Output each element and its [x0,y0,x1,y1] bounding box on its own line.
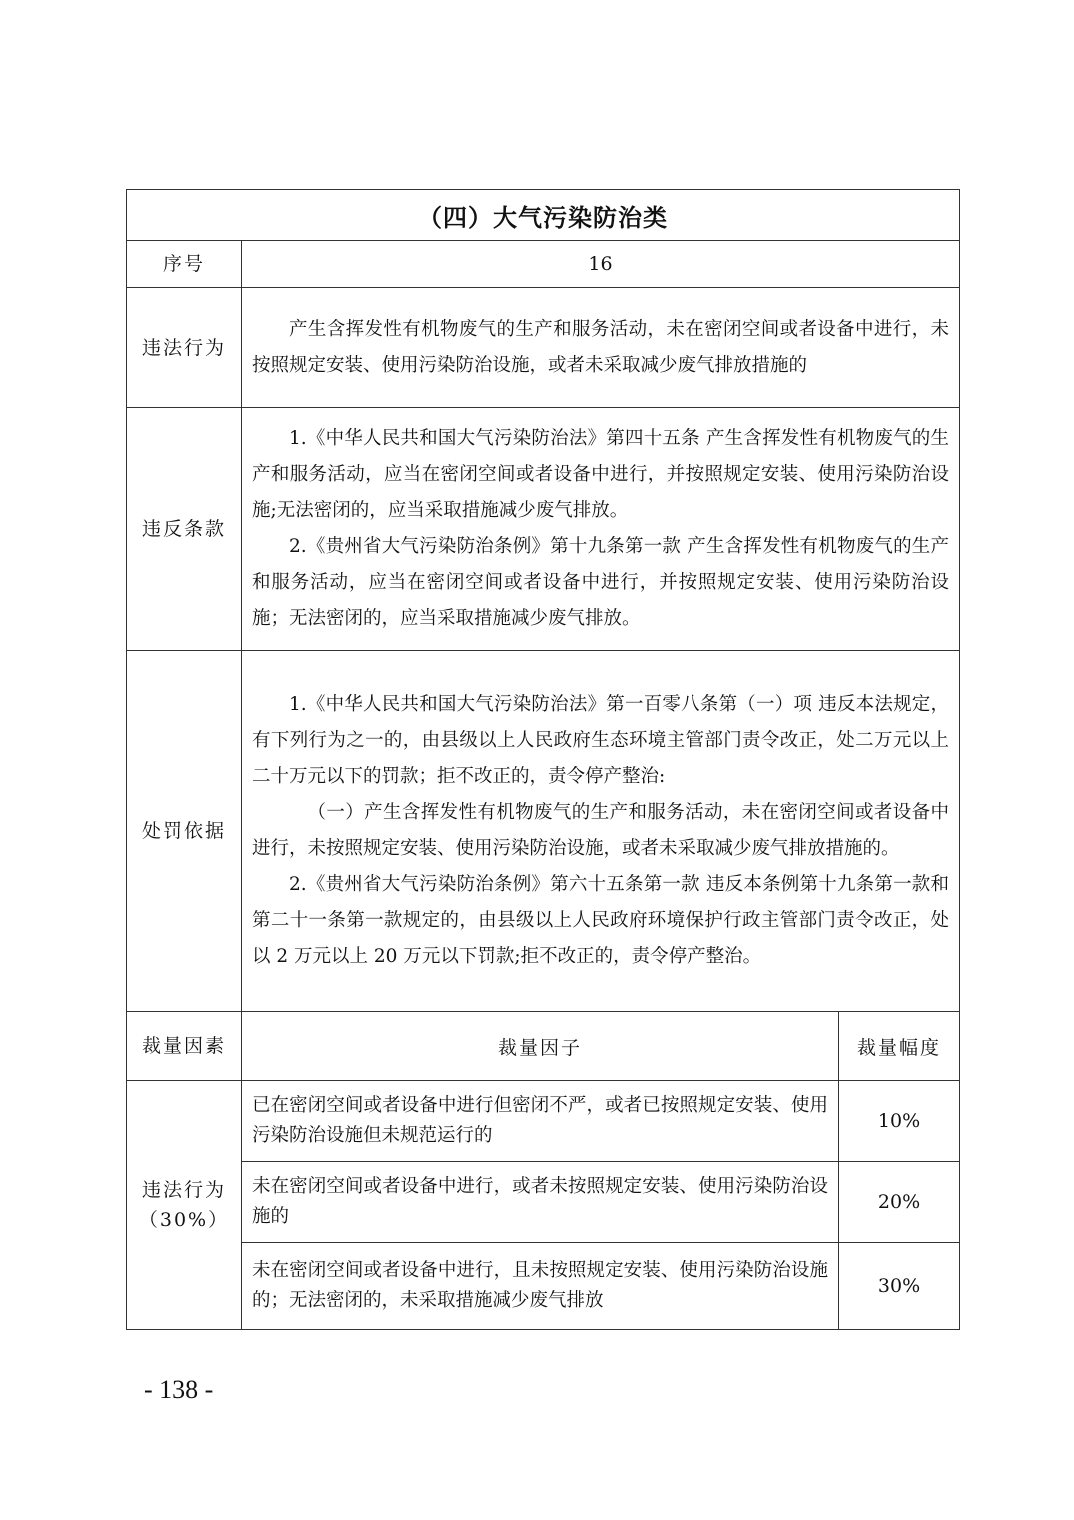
group-label-line1: 违法行为 [141,1179,226,1201]
table-title: （四）大气污染防治类 [127,190,960,241]
range-row-1: 10% [839,1081,960,1162]
violation-label: 违法行为 [127,288,242,408]
clauses-cell [242,408,960,651]
violation-text: 产生含挥发性有机物废气的生产和服务活动，未在密闭空间或者设备中进行，未按照规定安装、使用污染防治设施，或者未采取减少废气排放措施的 [252,318,950,376]
penalty-paragraph: （一）产生含挥发性有机物废气的生产和服务活动，未在密闭空间或者设备中进行，未按照规定安装、使用污染防治设施，或者未采取减少废气排放措施的。 [252,802,950,859]
factor-row-1: 已在密闭空间或者设备中进行但密闭不严，或者已按照规定安装、使用污染防治设施但未规范运行的 [242,1081,839,1162]
seq-label: 序号 [127,241,242,288]
penalty-paragraph: 1.《中华人民共和国大气污染防治法》第一百零八条第（一）项 违反本法规定，有下列行为之一的，由县级以上人民政府生态环境主管部门责令改正，处二万元以上二十万元以下的罚款；拒不改正的，责令停产整治: [252,694,950,787]
clause-paragraph: 1.《中华人民共和国大气污染防治法》第四十五条 产生含挥发性有机物废气的生产和服务活动，应当在密闭空间或者设备中进行，并按照规定安装、使用污染防治设施;无法密闭的，应当采取措施减少废气排放。 [252,428,950,521]
range-row-3: 30% [839,1243,960,1330]
discretion-factor-label: 裁量因素 [127,1012,242,1081]
clauses-label: 违反条款 [127,408,242,651]
page-number: - 138 - [144,1375,214,1404]
discretion-table [126,189,960,1330]
discretion-item-label: 裁量因子 [242,1012,839,1081]
penalty-cell [242,651,960,1012]
factor-row-2: 未在密闭空间或者设备中进行，或者未按照规定安装、使用污染防治设施的 [242,1162,839,1243]
penalty-label: 处罚依据 [127,651,242,1012]
violation-text-cell [242,288,960,408]
discretion-range-label: 裁量幅度 [839,1012,960,1081]
penalty-paragraph: 2.《贵州省大气污染防治条例》第六十五条第一款 违反本条例第十九条第一款和第二十一条第一款规定的，由县级以上人民政府环境保护行政主管部门责令改正，处以 2 万元以上 20 万元以下罚款;拒不改正的，责令停产整治。 [252,874,950,967]
range-row-2: 20% [839,1162,960,1243]
clause-paragraph: 2.《贵州省大气污染防治条例》第十九条第一款 产生含挥发性有机物废气的生产和服务活动，应当在密闭空间或者设备中进行，并按照规定安装、使用污染防治设施；无法密闭的，应当采取措施减少废气排放。 [252,536,950,629]
group-label-line2: （30%） [138,1209,230,1231]
factor-row-3: 未在密闭空间或者设备中进行，且未按照规定安装、使用污染防治设施的；无法密闭的，未采取措施减少废气排放 [242,1243,839,1330]
seq-value: 16 [242,241,960,288]
group-label [127,1081,242,1330]
